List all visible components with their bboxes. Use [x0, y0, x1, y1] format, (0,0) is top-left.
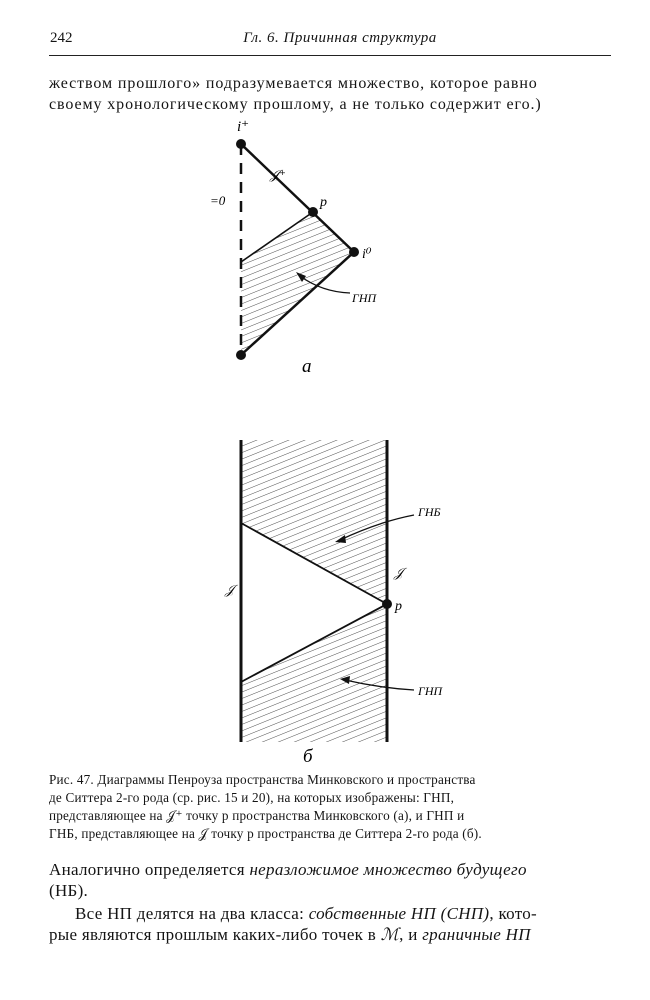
page-number: 242	[50, 30, 73, 46]
paragraph-2-term: граничные НП	[422, 925, 531, 944]
label-scri-left: 𝒥	[225, 582, 234, 597]
intro-line-1: жеством прошлого» подразумевается множество, которое равно	[49, 75, 538, 92]
paragraph-1-text: Аналогично определяется	[49, 860, 250, 879]
caption-line-1: Рис. 47. Диаграммы Пенроуза пространства Минковского и пространства	[49, 772, 476, 787]
label-eq0: =0	[210, 193, 226, 208]
past-region-hatching-b	[241, 604, 387, 742]
paragraph-2-text: , и	[399, 925, 423, 944]
label-p: p	[320, 195, 327, 210]
running-head: Гл. 6. Причинная структура	[243, 30, 437, 46]
panel-label-b: б	[303, 746, 313, 767]
paragraph-2-line-2	[49, 925, 531, 945]
future-region-hatching	[241, 440, 387, 604]
point-i-minus	[236, 350, 246, 360]
paragraph-2-text: , кото-	[489, 904, 537, 923]
label-scri-plus: 𝒥⁺	[270, 167, 286, 182]
caption-line-3: представляющее на 𝒥⁺ точку p пространства Минковского (а), и ГНП и	[49, 808, 465, 823]
caption-line-2: де Ситтера 2-го рода (ср. рис. 15 и 20), на которых изображены: ГНП,	[49, 790, 455, 805]
intro-line-2: своему хронологическому прошлому, а не только содержит его.)	[49, 96, 542, 113]
panel-label-a: а	[302, 356, 312, 377]
paragraph-1-line-1	[49, 860, 527, 880]
point-p	[308, 207, 318, 217]
paragraph-2-text: рые являются прошлым каких-либо точек в	[49, 925, 381, 944]
label-gnp-a: ГНП	[352, 291, 377, 305]
label-i-plus: i⁺	[237, 119, 250, 135]
label-p-b: p	[395, 599, 402, 614]
label-gnp-b: ГНП	[418, 684, 443, 698]
paragraph-1-term: неразложимое множество будущего	[249, 860, 527, 879]
paragraph-2-term: собственные НП (СНП)	[308, 904, 490, 923]
paragraph-2-line-1	[75, 904, 537, 924]
paragraph-2-text: Все НП делятся на два класса:	[75, 904, 309, 923]
point-i-plus	[236, 139, 246, 149]
label-scri-right: 𝒥	[394, 565, 403, 580]
point-p-b	[382, 599, 392, 609]
manifold-symbol: ℳ	[380, 925, 400, 944]
caption-line-4: ГНБ, представляющее на 𝒥 точку p пространства де Ситтера 2-го рода (б).	[49, 826, 482, 841]
label-gnb: ГНБ	[418, 505, 441, 519]
point-i0	[349, 247, 359, 257]
past-region-hatching	[241, 212, 354, 355]
paragraph-1-line-2: (НБ).	[49, 881, 89, 900]
label-i0: i⁰	[362, 247, 372, 262]
